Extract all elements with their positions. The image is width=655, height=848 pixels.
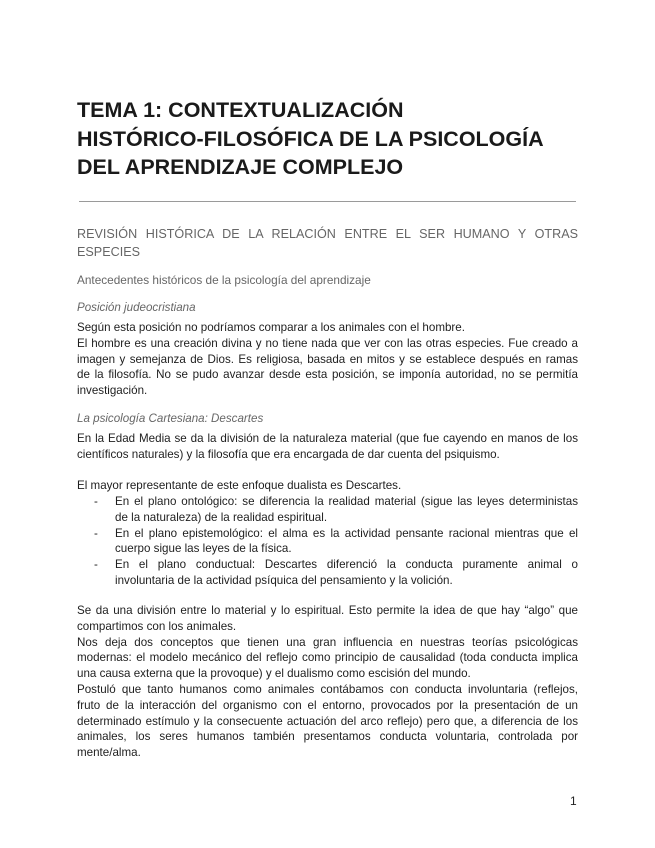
paragraph-division (77, 603, 578, 761)
text-line: animales, los seres humanos también presentamos conducta voluntaria, controlada por (77, 730, 578, 744)
text-line: En el plano ontológico: se diferencia la realidad material (sigue las leyes deterministas (115, 495, 578, 508)
text-line: imagen y semejanza de Dios. Es religiosa, basada en mitos y se establece después en ramas (77, 352, 578, 366)
text-line: En la Edad Media se da la división de la naturaleza material (que fue cayendo en manos de los (77, 432, 578, 445)
text-line: En el plano conductual: Descartes diferenció la conducta puramente animal o (115, 558, 578, 572)
text-line: modernas: el modelo mecánico del reflejo como principio de causalidad (toda conducta implica (77, 651, 578, 665)
text-line: fruto de la interacción del organismo con el entorno, provocados por la presentación de un (77, 698, 578, 712)
section-heading-line: REVISIÓN HISTÓRICA DE LA RELACIÓN ENTRE EL SER HUMANO Y OTRAS (77, 227, 578, 241)
text-line: investigación. (77, 384, 148, 398)
subsection-title-cartesiana: La psicología Cartesiana: Descartes (77, 412, 264, 425)
text-line: El hombre es una creación divina y no tiene nada que ver con las otras especies. Fue creado a (77, 336, 578, 350)
paragraph-judeocristiana (77, 320, 578, 399)
section-heading-line: ESPECIES (77, 245, 140, 259)
text-line: de la naturaleza) de la realidad espiritual. (115, 510, 328, 524)
bullet-dash: - (94, 495, 98, 508)
title-line: HISTÓRICO-FILOSÓFICA DE LA PSICOLOGÍA (77, 126, 544, 151)
text-line: El mayor representante de este enfoque dualista es Descartes. (77, 479, 402, 492)
text-line: compartimos con los animales. (77, 619, 237, 633)
document-title (77, 96, 578, 182)
bullet-dash: - (94, 526, 98, 540)
title-line: TEMA 1: CONTEXTUALIZACIÓN (77, 98, 404, 122)
list-item (77, 526, 578, 558)
text-line: Postuló que tanto humanos como animales contábamos con conducta involuntaria (reflejos, (77, 682, 578, 696)
paragraph-representante (77, 478, 578, 494)
text-line: cuerpo sigue las leyes de la física. (115, 542, 292, 556)
text-line: determinado estímulo y la consecuente actuación del arco reflejo) pero que, a diferencia de los (77, 714, 578, 728)
text-line: Nos deja dos conceptos que tienen una gran influencia en nuestras teorías psicológicas (77, 635, 578, 649)
subsection-title-judeocristiana: Posición judeocristiana (77, 301, 196, 314)
paragraph-edad-media (77, 431, 578, 463)
text-line: una causa externa que la provoque) y el dualismo como escisión del mundo. (77, 667, 471, 681)
list-item (77, 494, 578, 526)
text-line: Se da una división entre lo material y lo espiritual. Esto permite la idea de que hay “algo” que (77, 604, 578, 617)
list-item (77, 557, 578, 589)
subheading: Antecedentes históricos de la psicología del aprendizaje (77, 273, 371, 287)
horizontal-divider (79, 201, 576, 202)
bullet-list (77, 494, 578, 589)
text-line: científicos naturales) y la filosofía que era encargada de dar cuenta del psiquismo. (77, 447, 500, 461)
text-line: mente/alma. (77, 746, 141, 760)
text-line: En el plano epistemológico: el alma es la actividad pensante racional mientras que el (115, 526, 578, 540)
text-line: de la filosofía. No se pudo avanzar desde esta posición, se imponía autoridad, no se permitía (77, 368, 578, 382)
section-heading (77, 225, 578, 261)
text-line: Según esta posición no podríamos comparar a los animales con el hombre. (77, 321, 465, 334)
title-line: DEL APRENDIZAJE COMPLEJO (77, 155, 404, 179)
text-line: involuntaria de la actividad psíquica del pensamiento y la volición. (115, 573, 453, 587)
page-number: 1 (570, 794, 577, 808)
bullet-dash: - (94, 558, 98, 572)
